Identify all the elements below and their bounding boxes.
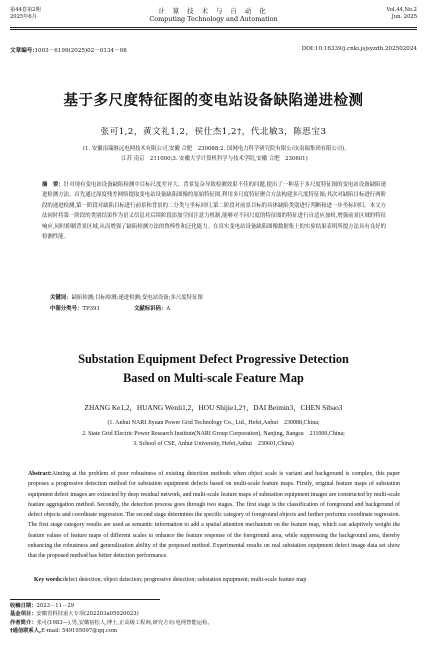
journal-name-en: Computing Technology and Automation [149, 15, 278, 23]
keywords-en-label: Key words: [34, 577, 63, 583]
affiliation-en-line: 2. State Grid Electric Power Research Institute(NARI Group Corporation), Nanjing, Jiangsu 211000,China; [82, 430, 345, 437]
clc-label: 中图分类号： [50, 306, 83, 312]
keywords-en-text: defect detection; object detection; progressive detection; substation equipment; multi-scale feature map [62, 577, 307, 583]
abstract-en-label: Abstract: [28, 471, 52, 477]
abstract-cn-label: 摘 要： [42, 182, 64, 188]
article-identifiers [10, 46, 417, 54]
affiliation-en-line: (1. Anhui NARI Jiyuan Power Grid Technology Co., Ltd., Hefei,Anhui 230088,China; [107, 420, 320, 426]
footnote-label: 基金项目： [10, 611, 37, 618]
footnote-text: 张可(1983—),男,安徽宿松人,博士,正高级工程师,研究方向:电网智能运检。 [36, 619, 213, 626]
footnote-email: E-mail: 549195097@qq.com [41, 628, 118, 635]
clc-value: TP391 [82, 306, 100, 312]
footnote-label: 收稿日期： [10, 603, 37, 609]
footnote-author-bio [10, 619, 410, 627]
footnote-text: 2023－11－29 [36, 603, 75, 609]
journal-name [10, 7, 417, 23]
affiliations-en [20, 418, 407, 450]
article-number-label: 文章编号: [10, 48, 35, 54]
title-en-line: Substation Equipment Defect Progressive Detection [78, 352, 349, 366]
header-rule-thin [10, 29, 417, 30]
footnote-funding [10, 610, 410, 618]
footnote-corresponding [10, 627, 410, 635]
abstract-en [28, 469, 400, 562]
keywords-cn [50, 294, 390, 303]
title-en-line: Based on Multi-scale Feature Map [123, 371, 304, 385]
title-en [0, 350, 427, 388]
abstract-cn-text: 针对现有变电站设备缺陷检测中目标尺度差异大、背景复杂导致检测效果不佳的问题,提出了一种基于多尺度特征图的变电站设备缺陷递进检测方法。首先通过深度残差网络提取变电站设备缺陷图像的原始特征图,利用多尺度特征聚合方法构建多尺度特征图;其次对缺陷目标进行两阶段的递进检测,第一阶段对缺陷目标进行前景和背景的二分类与坐标回归,第二阶段对前景目标的具体缺陷类别进行判断和进一步坐标回归。本文方法同时将第一阶段的类别结果作为语义信息对后续阶段添加空间注意力机制,能够对不同尺度的特征图的特征进行自适应加权,增强前景区域的特征响应,同时抑制背景区域,从而增强了缺陷检测方法的鲁棒性和泛化能力。在真实变电站设备缺陷图像数据集上的实验结果表明所提方法具有良好的检测性能。 [42, 182, 386, 241]
journal-volume-info-en [387, 7, 417, 21]
doc-code-label: 文献标识码： [134, 306, 167, 312]
doi-line: DOI:10.16339/j.cnki.jsjsyzdh.202502024 [301, 46, 417, 52]
affiliation-en-line: 3. School of CSE, Anhui University, Hefei,Anhui 230601,China) [133, 441, 294, 448]
doc-code-value: A [166, 306, 171, 312]
authors-en: ZHANG Ke1,2，HUANG Wenli1,2，HOU Shijie1,2†，DAI Beimin3，CHEN Sibao3 [84, 403, 343, 412]
affiliations-cn [52, 145, 377, 164]
volume-issue-en: Vol.44,No.2 [386, 7, 417, 13]
document-code [134, 305, 170, 314]
footnote-label: 作者简介： [10, 619, 37, 626]
keywords-cn-text: 缺陷检测;目标检测;递进检测;变电站设备;多尺度特征图 [71, 295, 203, 301]
affiliation-cn-line: 江苏 南京 211000;3. 安徽大学计算机科学与技术学院,安徽 合肥 230601) [121, 155, 308, 162]
affiliation-cn-line: (1. 安徽南瑞继远电网技术有限公司,安徽 合肥 230088;2. 国网电力科学研究院有限公司(南瑞集团有限公司), [82, 146, 347, 152]
issue-date-en: Jun. 2025 [391, 14, 417, 20]
abstract-en-text: Aiming at the problem of poor robustness of existing detection methods when object scale is variant and background is complex, this paper proposes a progressive detection method for substation equipment defects based on multi-scale feature maps. Firstly, original feature maps of substation equipment defect images are extracted by deep residual network, and multi-scale feature maps of substation equipment images are constructed by multi-scale feature aggregation method. Secondly, the detection process goes through two stages. The first stage is the classification of foreground and background of defect objects and coordinate regression. The second stage determines the specific category of foreground objects and further performs coordinate regression. The first stage category results are used as semantic information to add a spatial attention mechanism on the feature map, which can adaptively weight the feature values of feature maps of different scales to enhance the feature response of the foreground area, while suppressing the background area, thereby enhancing the robustness and generalization ability of the proposed method. Experimental results on real substation equipment defect image data set show that the proposed method has better detection performance. [28, 471, 400, 560]
volume-issue: 第44卷第2期 [10, 7, 41, 13]
footnote-rule [10, 599, 160, 600]
journal-name-cn: 计 算 技 术 与 自 动 化 [158, 7, 269, 15]
title-cn: 基于多尺度特征图的变电站设备缺陷递进检测 [63, 93, 364, 109]
authors-cn: 张可1,2，黄文礼1,2，侯仕杰1,2†，代北敏3，陈思宝3 [100, 127, 327, 137]
article-number [10, 46, 127, 54]
footnotes [10, 602, 410, 636]
article-number-value: 1003－6199(2025)02－0134－08 [34, 48, 127, 54]
footnote-received [10, 602, 410, 610]
classification-codes [50, 305, 390, 314]
header-rule-thick [10, 27, 417, 28]
issue-date: 2025年6月 [10, 14, 37, 20]
footnote-label: †通信联系人, [10, 628, 42, 635]
footnote-text: 安徽省科技重大专项(202203a05020023) [36, 611, 139, 618]
keywords-cn-label: 关键词： [50, 295, 72, 301]
abstract-cn [42, 180, 386, 242]
keywords-en [34, 576, 404, 585]
